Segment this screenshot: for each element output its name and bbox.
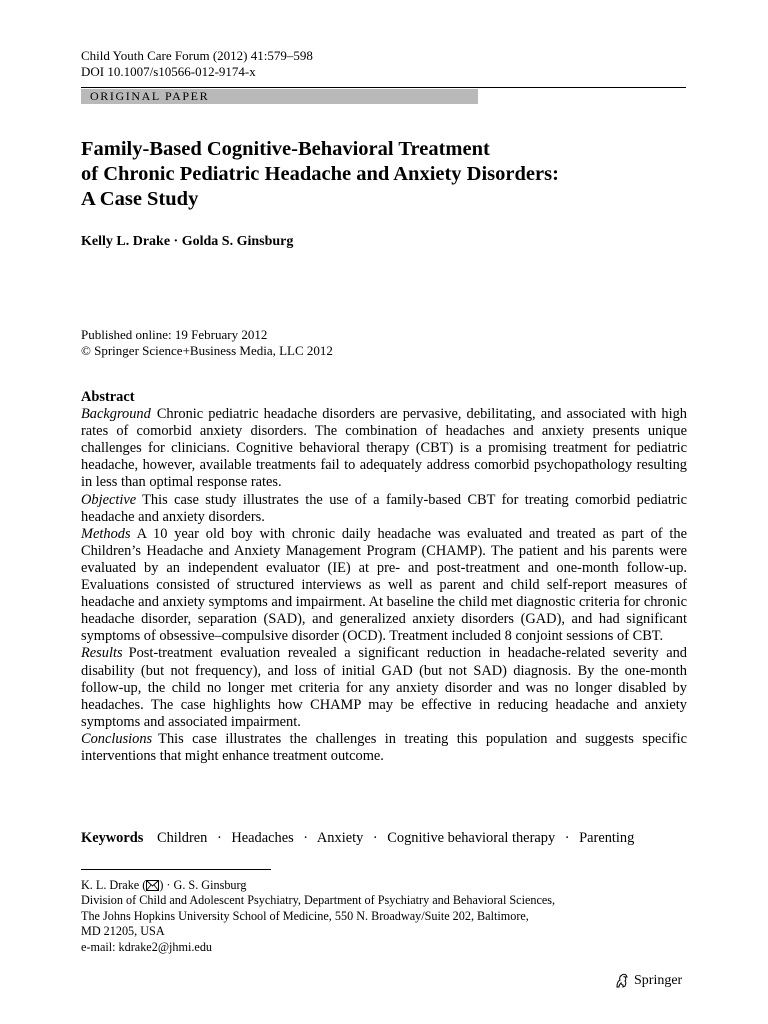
section-text: Chronic pediatric headache disorders are pervasive, debilitating, and associated with high rates of comorbid anxiety disorders. The combination of headaches and anxiety presents unique challenges for clinicians. Cognitive behavioral therapy (CBT) is a promising treatment for pediatric headache, however, available treatments fail to adequately address comorbid psychopathology resulting in less than optimal response rates. <box>81 406 687 491</box>
abstract-heading: Abstract <box>81 389 135 405</box>
section-text: Post-treatment evaluation revealed a significant reduction in headache-related severity and disability (but not frequency), and loss of initial GAD (but not SAD) diagnosis. By the one-month follow-up, the child no longer met criteria for any anxiety disorder and was no longer disabled by headaches. The case highlights how CHAMP may be effective in reducing headache and anxiety symptoms and associated impairment. <box>81 645 687 730</box>
author-email: e-mail: kdrake2@jhmi.edu <box>81 939 213 954</box>
envelope-icon <box>146 880 159 891</box>
footnote-author-1: K. L. Drake ( <box>81 878 147 892</box>
keyword: Headaches <box>231 830 294 846</box>
keyword-separator: · <box>303 830 309 846</box>
title-line-3: A Case Study <box>81 188 199 210</box>
article-type-label: ORIGINAL PAPER <box>90 89 210 103</box>
article-title <box>81 137 681 212</box>
keyword-separator: · <box>216 830 222 846</box>
author-affiliation <box>81 878 555 955</box>
keywords-heading: Keywords <box>81 830 144 846</box>
keyword: Children <box>156 830 208 846</box>
publication-info <box>81 327 333 359</box>
author-separator: · <box>173 234 179 249</box>
section-text: This case study illustrates the use of a family-based CBT for treating comorbid pediatric headache and anxiety disorders. <box>81 491 687 525</box>
author-1: Kelly L. Drake <box>81 234 171 249</box>
section-label: Results <box>81 645 123 662</box>
footnote-author-2: G. S. Ginsburg <box>173 878 247 892</box>
section-label: Conclusions <box>81 730 153 747</box>
journal-citation: Child Youth Care Forum (2012) 41:579–598 <box>81 48 313 63</box>
title-line-2: of Chronic Pediatric Headache and Anxiety Disorders: <box>81 163 559 185</box>
author-list <box>81 233 293 251</box>
article-type-band <box>81 89 478 104</box>
springer-horse-icon <box>614 973 630 989</box>
keyword: Cognitive behavioral therapy <box>387 830 556 846</box>
published-date: Published online: 19 February 2012 <box>81 327 268 342</box>
keyword-separator: · <box>372 830 378 846</box>
journal-header <box>81 48 313 80</box>
section-text: A 10 year old boy with chronic daily headache was evaluated and treated as part of the Children’s Headache and Anxiety Management Program (CHAMP). The patient and his parents were evaluated by an independent evaluator (IE) at pre- and post-treatment and one-month follow-up. Evaluations consisted of structured interviews as well as parent and child self-report measures of headache and anxiety symptoms and impairment. At baseline the child met diagnostic criteria for chronic headache disorder, separation (SAD), and generalized anxiety disorders (GAD), and had significant symptoms of obsessive–compulsive disorder (OCD). Treatment included 8 conjoint sessions of CBT. <box>81 525 687 645</box>
abstract-background <box>81 406 687 491</box>
affiliation-department: Division of Child and Adolescent Psychiatry, Department of Psychiatry and Behavioral Sciences, <box>81 893 556 908</box>
copyright: © Springer Science+Business Media, LLC 2012 <box>81 343 333 358</box>
abstract-conclusions <box>81 731 687 765</box>
keyword-separator: · <box>564 830 570 846</box>
publisher-name: Springer <box>634 973 683 988</box>
footnote-separator: · <box>166 878 171 892</box>
affiliation-institution: The Johns Hopkins University School of Medicine, 550 N. Broadway/Suite 202, Baltimore, <box>81 908 529 923</box>
keywords <box>81 829 634 847</box>
keyword: Parenting <box>579 830 635 846</box>
affiliation-authors <box>81 878 555 893</box>
abstract-objective <box>81 492 687 526</box>
header-rule <box>81 87 686 88</box>
section-label: Objective <box>81 491 137 508</box>
publisher-logo <box>614 972 682 990</box>
abstract <box>81 389 687 765</box>
footnote-author-1-close: ) <box>159 878 164 892</box>
doi: DOI 10.1007/s10566-012-9174-x <box>81 64 256 79</box>
footnote-rule <box>81 869 271 870</box>
abstract-methods <box>81 526 687 646</box>
section-label: Methods <box>81 525 131 542</box>
keyword: Anxiety <box>316 830 364 846</box>
author-2: Golda S. Ginsburg <box>181 234 294 249</box>
title-line-1: Family-Based Cognitive-Behavioral Treatment <box>81 138 490 160</box>
affiliation-zip: MD 21205, USA <box>81 924 165 939</box>
section-label: Background <box>81 406 151 423</box>
section-text: This case illustrates the challenges in treating this population and suggests specific interventions that might enhance treatment outcome. <box>81 730 687 764</box>
abstract-results <box>81 645 687 730</box>
